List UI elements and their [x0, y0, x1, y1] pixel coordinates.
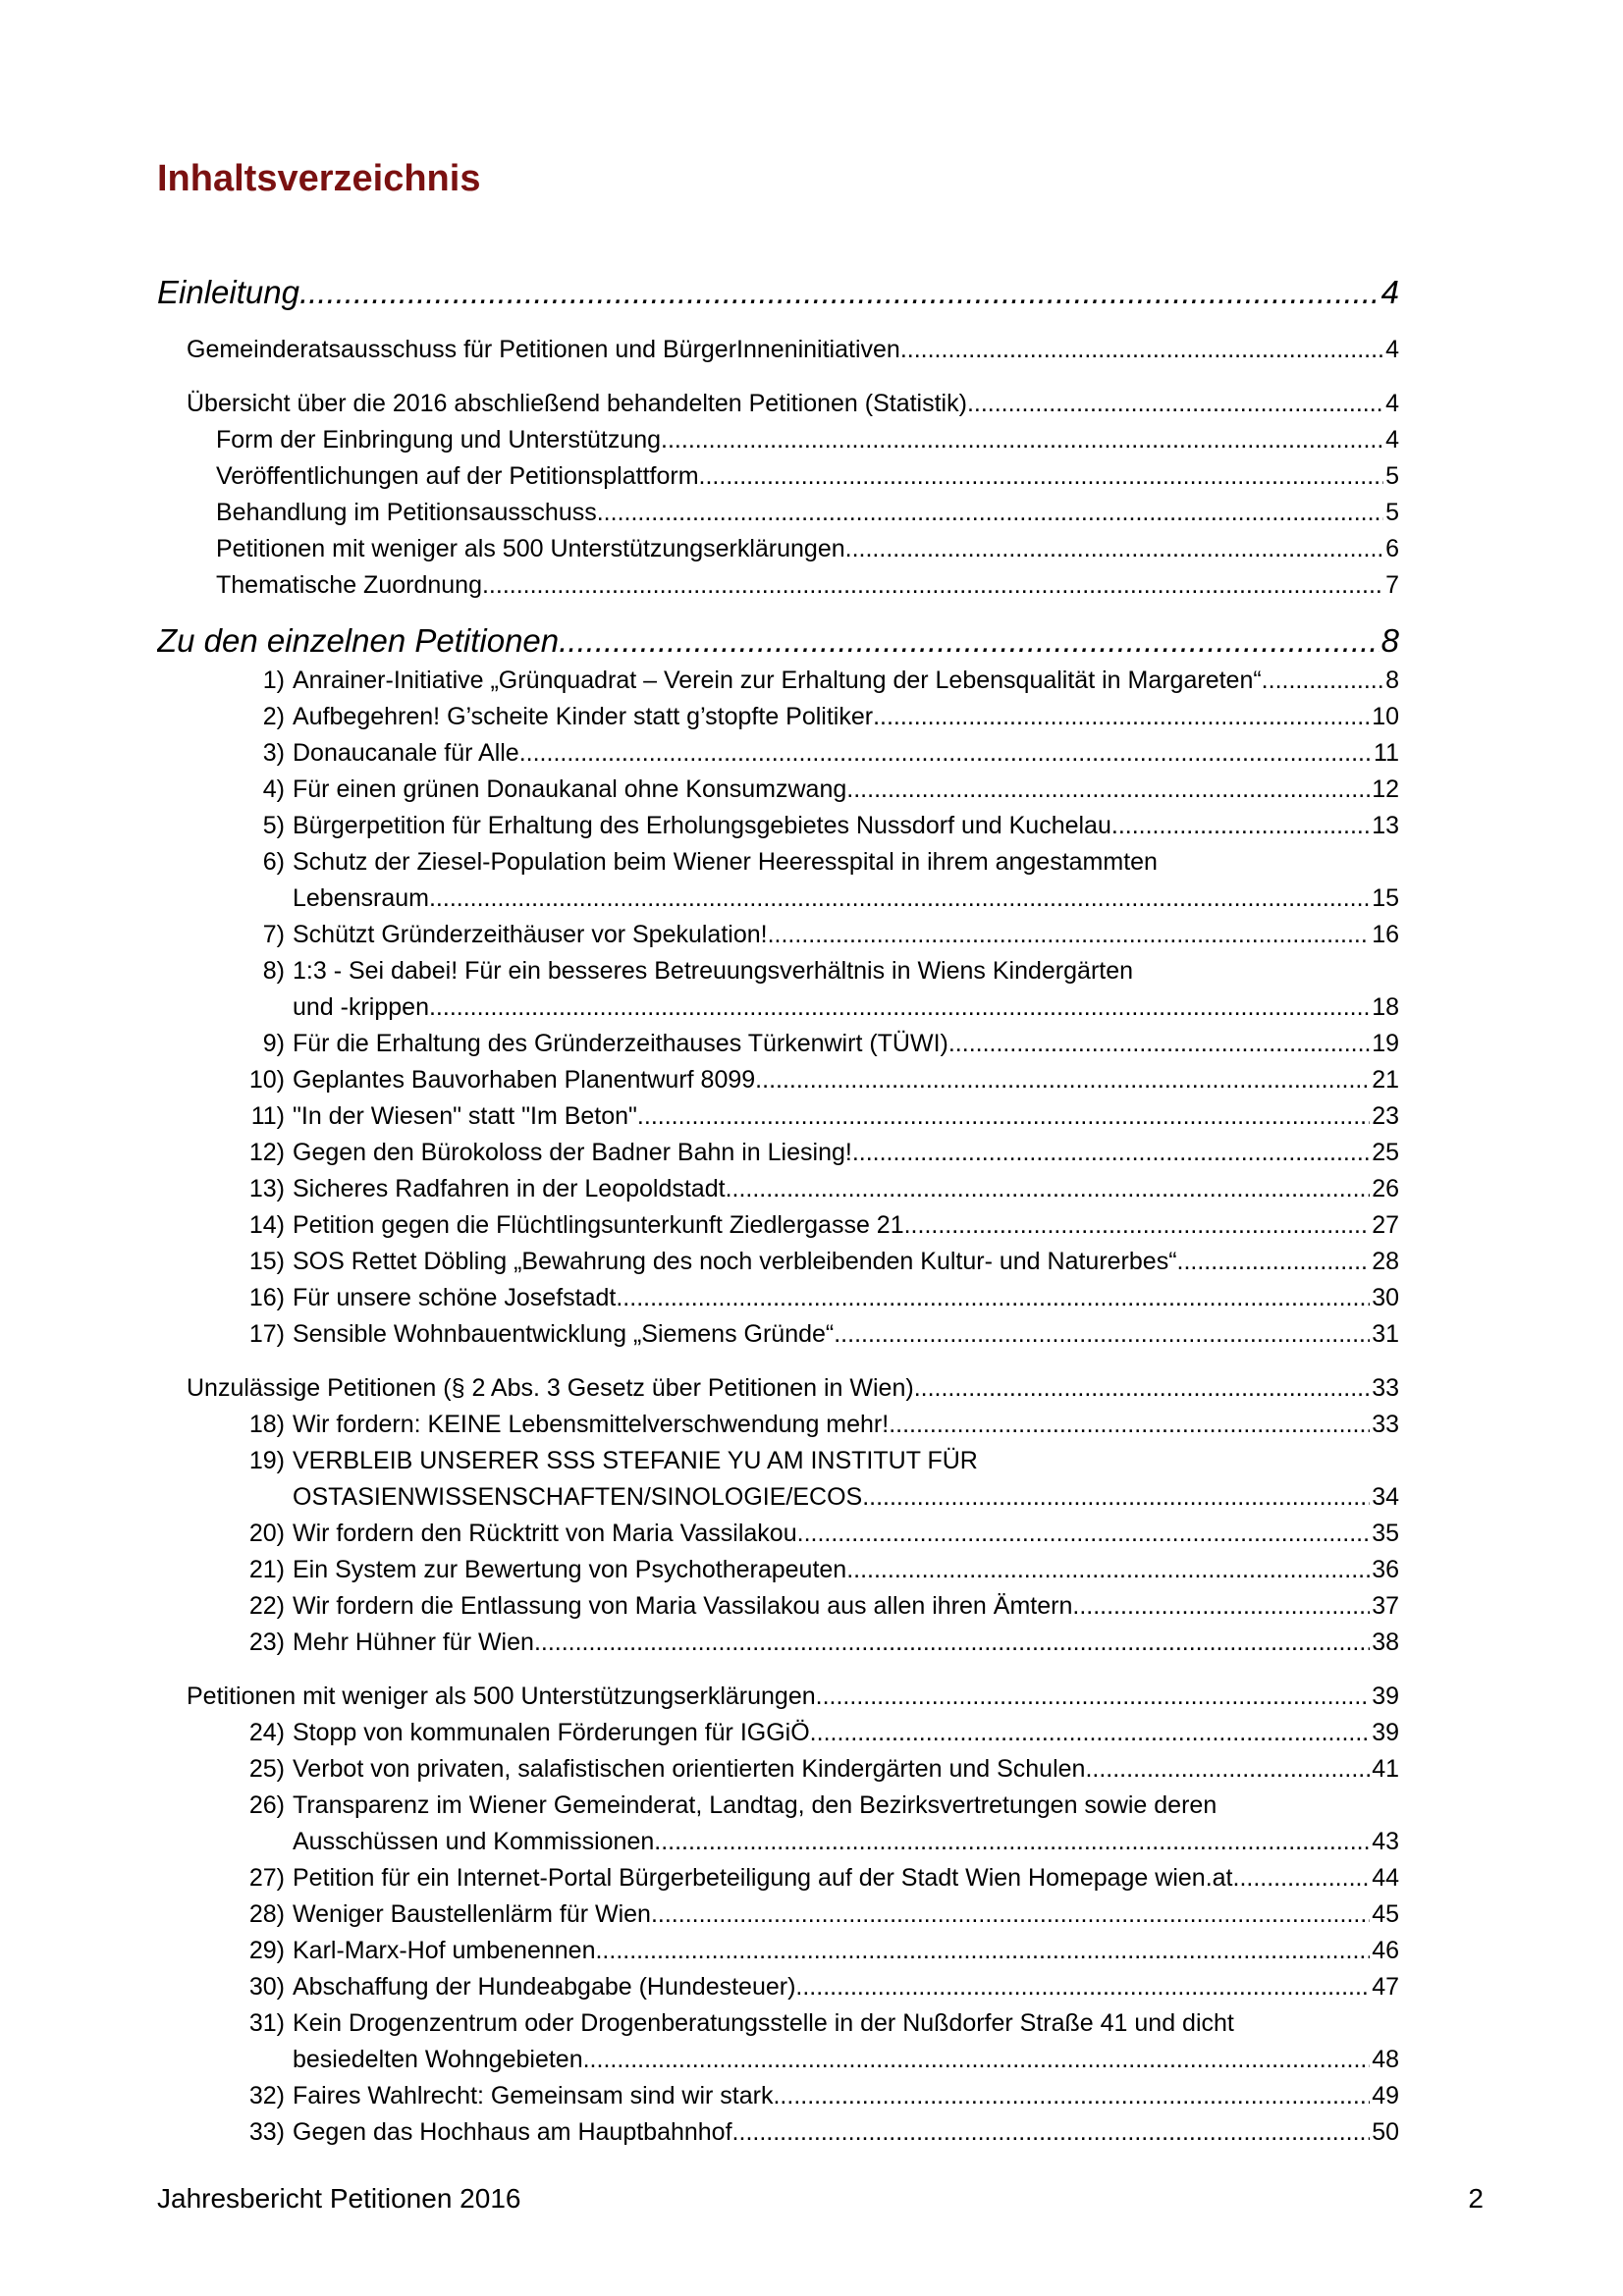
toc-subsection[interactable] [216, 567, 1399, 603]
toc-entry-text: besiedelten Wohngebieten [293, 2046, 583, 2073]
toc-item[interactable] [293, 808, 1399, 843]
toc-item-number: 23) [248, 1629, 285, 1656]
toc-item-number: 4) [262, 775, 285, 803]
toc-entry-text: Form der Einbringung und Unterstützung [216, 426, 662, 454]
toc-item[interactable] [293, 2078, 1399, 2113]
toc-item-number: 1) [262, 667, 285, 694]
toc-item-number: 25) [248, 1755, 285, 1783]
toc-entry-text: Wir fordern den Rücktritt von Maria Vassilakou [293, 1520, 797, 1547]
toc-page-number: 4 [1385, 336, 1399, 363]
toc-entry-text: Petitionen mit weniger als 500 Unterstützungserklärungen [187, 1682, 816, 1710]
toc-item[interactable] [293, 699, 1399, 734]
toc-entry-text: Stopp von kommunalen Förderungen für IGGiÖ [293, 1719, 810, 1746]
toc-entry-text: Anrainer-Initiative „Grünquadrat – Verein zur Erhaltung der Lebensqualität in Margareten“ [293, 667, 1262, 694]
toc-page-number: 34 [1372, 1483, 1399, 1511]
toc-dot-leader [299, 271, 1380, 314]
toc-dot-leader [651, 1896, 1370, 1932]
toc-page-number: 33 [1372, 1411, 1399, 1438]
toc-entry-text: Für einen grünen Donaukanal ohne Konsumzwang [293, 775, 847, 803]
toc-entry-text: Petition gegen die Flüchtlingsunterkunft Ziedlergasse 21 [293, 1211, 904, 1239]
toc-item[interactable] [293, 1969, 1399, 2004]
toc-entry-text: Wir fordern die Entlassung von Maria Vassilakou aus allen ihren Ämtern [293, 1592, 1073, 1620]
toc-section[interactable] [187, 332, 1399, 367]
toc-dot-leader [900, 332, 1383, 367]
toc-dot-leader [1233, 1860, 1371, 1896]
toc-page-number: 10 [1372, 703, 1399, 730]
toc-dot-leader [726, 1171, 1371, 1206]
toc-page-number: 43 [1372, 1828, 1399, 1855]
toc-entry-text: Veröffentlichungen auf der Petitionsplattform [216, 462, 699, 490]
toc-page-number: 37 [1372, 1592, 1399, 1620]
toc-item[interactable] [293, 1280, 1399, 1315]
toc-entry-text: Gemeinderatsausschuss für Petitionen und BürgerInneninitiativen [187, 336, 900, 363]
toc-page-number: 4 [1385, 390, 1399, 417]
toc-page-number: 38 [1372, 1629, 1399, 1656]
toc-page-number: 41 [1372, 1755, 1399, 1783]
toc-item-text-line1[interactable]: Schutz der Ziesel-Population beim Wiener Heeresspital in ihrem angestammten [293, 848, 1158, 876]
toc-dot-leader [889, 1407, 1370, 1442]
toc-dot-leader [1111, 808, 1370, 843]
toc-entry-text: Bürgerpetition für Erhaltung des Erholungsgebietes Nussdorf und Kuchelau [293, 812, 1111, 839]
toc-dot-leader [846, 772, 1370, 807]
toc-item[interactable] [293, 1316, 1399, 1352]
toc-dot-leader [755, 1062, 1370, 1097]
toc-dot-leader [904, 1207, 1371, 1243]
toc-dot-leader [583, 2042, 1371, 2077]
toc-subsection[interactable] [216, 531, 1399, 566]
toc-item[interactable] [293, 1062, 1399, 1097]
toc-page-number: 13 [1372, 812, 1399, 839]
toc-dot-leader [846, 1552, 1370, 1587]
toc-section[interactable] [187, 1370, 1399, 1406]
toc-item-continuation[interactable] [293, 1824, 1399, 1859]
toc-entry-text: Lebensraum [293, 884, 429, 912]
toc-page-number: 35 [1372, 1520, 1399, 1547]
toc-page-number: 36 [1372, 1556, 1399, 1583]
toc-item-text-line1[interactable]: 1:3 - Sei dabei! Für ein besseres Betreuungsverhältnis in Wiens Kindergärten [293, 957, 1134, 985]
toc-chapter[interactable] [157, 619, 1399, 663]
toc-dot-leader [768, 917, 1371, 952]
toc-item-number: 21) [248, 1556, 285, 1583]
toc-dot-leader [654, 1824, 1370, 1859]
toc-item[interactable] [293, 1171, 1399, 1206]
toc-item-number: 2) [262, 703, 285, 730]
toc-entry-text: Weniger Baustellenlärm für Wien [293, 1900, 651, 1928]
toc-dot-leader [845, 531, 1383, 566]
toc-entry-text: Mehr Hühner für Wien [293, 1629, 534, 1656]
toc-page-number: 30 [1372, 1284, 1399, 1311]
toc-dot-leader [595, 1933, 1370, 1968]
toc-dot-leader [559, 619, 1380, 663]
footer-page-number: 2 [1468, 2183, 1484, 2214]
toc-item-number: 15) [248, 1248, 285, 1275]
toc-entry-text: Abschaffung der Hundeabgabe (Hundesteuer) [293, 1973, 796, 2001]
toc-item-text-line1[interactable]: Transparenz im Wiener Gemeinderat, Landtag, den Bezirksvertretungen sowie deren [293, 1791, 1217, 1819]
toc-dot-leader [637, 1098, 1370, 1134]
toc-item-number: 3) [262, 739, 285, 767]
toc-page-number: 23 [1372, 1102, 1399, 1130]
toc-page-number: 8 [1385, 667, 1399, 694]
toc-entry-text: OSTASIENWISSENSCHAFTEN/SINOLOGIE/ECOS [293, 1483, 863, 1511]
toc-item[interactable] [293, 663, 1399, 698]
toc-item-text-line1[interactable]: VERBLEIB UNSERER SSS STEFANIE YU AM INSTITUT FÜR [293, 1447, 978, 1474]
toc-dot-leader [732, 2114, 1371, 2150]
toc-item[interactable] [293, 1135, 1399, 1170]
toc-page-number: 28 [1372, 1248, 1399, 1275]
toc-page-number: 21 [1372, 1066, 1399, 1094]
toc-entry-text: Faires Wahlrecht: Gemeinsam sind wir stark [293, 2082, 774, 2109]
toc-entry-text: Karl-Marx-Hof umbenennen [293, 1937, 596, 1964]
toc-item[interactable] [293, 1588, 1399, 1624]
toc-dot-leader [914, 1370, 1371, 1406]
toc-item-number: 5) [262, 812, 285, 839]
toc-item[interactable] [293, 1407, 1399, 1442]
toc-item-number: 9) [262, 1030, 285, 1057]
toc-page-number: 5 [1385, 462, 1399, 490]
toc-item-number: 19) [248, 1447, 285, 1474]
toc-entry-text: Donaucanale für Alle [293, 739, 519, 767]
toc-dot-leader [834, 1316, 1370, 1352]
toc-item-number: 16) [248, 1284, 285, 1311]
toc-item-number: 10) [248, 1066, 285, 1094]
toc-dot-leader [1177, 1244, 1371, 1279]
toc-dot-leader [873, 699, 1370, 734]
toc-dot-leader [534, 1625, 1370, 1660]
toc-item-number: 26) [248, 1791, 285, 1819]
toc-page-number: 25 [1372, 1139, 1399, 1166]
toc-page-number: 44 [1372, 1864, 1399, 1892]
toc-dot-leader [795, 1969, 1370, 2004]
toc-dot-leader [773, 2078, 1370, 2113]
toc-item-number: 13) [248, 1175, 285, 1202]
toc-item-number: 33) [248, 2118, 285, 2146]
toc-dot-leader [429, 989, 1370, 1025]
toc-page-number: 6 [1385, 535, 1399, 562]
toc-entry-text: SOS Rettet Döbling „Bewahrung des noch verbleibenden Kultur- und Naturerbes“ [293, 1248, 1177, 1275]
toc-item[interactable] [293, 1933, 1399, 1968]
toc-entry-text: Ausschüssen und Kommissionen [293, 1828, 655, 1855]
toc-entry-text: Unzulässige Petitionen (§ 2 Abs. 3 Gesetz über Petitionen in Wien) [187, 1374, 914, 1402]
toc-page-number: 4 [1380, 274, 1399, 310]
toc-entry-text: Aufbegehren! G’scheite Kinder statt g’stopfte Politiker [293, 703, 874, 730]
toc-dot-leader [810, 1715, 1371, 1750]
toc-entry-text: Gegen das Hochhaus am Hauptbahnhof [293, 2118, 732, 2146]
toc-dot-leader [699, 458, 1384, 494]
toc-page-number: 46 [1372, 1937, 1399, 1964]
toc-dot-leader [661, 422, 1383, 457]
toc-entry-text: Petitionen mit weniger als 500 Unterstützungserklärungen [216, 535, 845, 562]
toc-section[interactable] [187, 386, 1399, 421]
toc-dot-leader [1262, 663, 1383, 698]
toc-entry-text: Einleitung [157, 274, 299, 310]
toc-page-number: 26 [1372, 1175, 1399, 1202]
toc-item-number: 20) [248, 1520, 285, 1547]
toc-item-number: 27) [248, 1864, 285, 1892]
toc-dot-leader [816, 1679, 1371, 1714]
toc-entry-text: Für unsere schöne Josefstadt [293, 1284, 617, 1311]
toc-item-number: 22) [248, 1592, 285, 1620]
footer-title: Jahresbericht Petitionen 2016 [157, 2183, 521, 2214]
toc-subsection[interactable] [216, 458, 1399, 494]
toc-page-number: 18 [1372, 993, 1399, 1021]
toc-item[interactable] [293, 1860, 1399, 1896]
toc-item-continuation[interactable] [293, 881, 1399, 916]
toc-subsection[interactable] [216, 422, 1399, 457]
toc-dot-leader [616, 1280, 1370, 1315]
toc-page-number: 39 [1372, 1719, 1399, 1746]
toc-entry-text: "In der Wiesen" statt "Im Beton" [293, 1102, 637, 1130]
toc-entry-text: Ein System zur Bewertung von Psychotherapeuten [293, 1556, 847, 1583]
toc-entry-text: Gegen den Bürokoloss der Badner Bahn in Liesing! [293, 1139, 852, 1166]
toc-page-number: 11 [1374, 739, 1399, 767]
toc-item[interactable] [293, 1552, 1399, 1587]
toc-entry-text: Sicheres Radfahren in der Leopoldstadt [293, 1175, 726, 1202]
toc-item-number: 31) [248, 2009, 285, 2037]
toc-dot-leader [597, 495, 1383, 530]
toc-entry-text: Geplantes Bauvorhaben Planentwurf 8099 [293, 1066, 756, 1094]
toc-page-number: 7 [1385, 571, 1399, 599]
toc-item-number: 11) [250, 1102, 285, 1130]
toc-page-number: 4 [1385, 426, 1399, 454]
toc-page-number: 15 [1372, 884, 1399, 912]
toc-item[interactable] [293, 1026, 1399, 1061]
toc-item-number: 24) [248, 1719, 285, 1746]
toc-page-number: 45 [1372, 1900, 1399, 1928]
toc-chapter[interactable] [157, 271, 1399, 314]
toc-dot-leader [1085, 1751, 1370, 1787]
toc-entry-text: Wir fordern: KEINE Lebensmittelverschwendung mehr! [293, 1411, 890, 1438]
toc-dot-leader [429, 881, 1370, 916]
toc-page-number: 31 [1372, 1320, 1399, 1348]
toc-page-number: 8 [1380, 622, 1399, 659]
toc-entry-text: Verbot von privaten, salafistischen orientierten Kindergärten und Schulen [293, 1755, 1086, 1783]
toc-dot-leader [797, 1516, 1371, 1551]
toc-item[interactable] [293, 1516, 1399, 1551]
toc-item[interactable] [293, 1625, 1399, 1660]
toc-subsection[interactable] [216, 495, 1399, 530]
toc-page-number: 33 [1372, 1374, 1399, 1402]
toc-entry-text: und -krippen [293, 993, 429, 1021]
toc-entry-text: Zu den einzelnen Petitionen [157, 622, 560, 659]
toc-item-number: 7) [262, 921, 285, 948]
toc-item-number: 6) [262, 848, 285, 876]
toc-dot-leader [1072, 1588, 1370, 1624]
toc-page-number: 50 [1372, 2118, 1399, 2146]
toc-item-continuation[interactable] [293, 1479, 1399, 1515]
toc-entry-text: Behandlung im Petitionsausschuss [216, 499, 597, 526]
toc-item-number: 18) [248, 1411, 285, 1438]
toc-entry-text: Thematische Zuordnung [216, 571, 482, 599]
toc-item-continuation[interactable] [293, 989, 1399, 1025]
toc-item-number: 29) [248, 1937, 285, 1964]
toc-section[interactable] [187, 1679, 1399, 1714]
toc-item[interactable] [293, 1207, 1399, 1243]
toc-item-number: 30) [248, 1973, 285, 2001]
toc-dot-leader [482, 567, 1383, 603]
toc-item-number: 17) [248, 1320, 285, 1348]
toc-item-number: 8) [262, 957, 285, 985]
toc-item-number: 12) [248, 1139, 285, 1166]
toc-item[interactable] [293, 1896, 1399, 1932]
toc-dot-leader [967, 386, 1383, 421]
toc-page-number: 47 [1372, 1973, 1399, 2001]
toc-item[interactable] [293, 2114, 1399, 2150]
toc-page-number: 39 [1372, 1682, 1399, 1710]
toc-item[interactable] [293, 772, 1399, 807]
toc-item[interactable] [293, 1751, 1399, 1787]
toc-page-number: 49 [1372, 2082, 1399, 2109]
toc-page-number: 12 [1372, 775, 1399, 803]
toc-dot-leader [519, 735, 1372, 771]
toc-item-continuation[interactable] [293, 2042, 1399, 2077]
toc-item-number: 14) [248, 1211, 285, 1239]
toc-dot-leader [948, 1026, 1370, 1061]
toc-entry-text: Für die Erhaltung des Gründerzeithauses Türkenwirt (TÜWI) [293, 1030, 948, 1057]
toc-item-number: 32) [248, 2082, 285, 2109]
toc-item[interactable] [293, 1244, 1399, 1279]
toc-page-number: 19 [1372, 1030, 1399, 1057]
toc-item-number: 28) [248, 1900, 285, 1928]
toc-item-text-line1[interactable]: Kein Drogenzentrum oder Drogenberatungsstelle in der Nußdorfer Straße 41 und dicht [293, 2009, 1234, 2037]
toc-dot-leader [852, 1135, 1370, 1170]
toc-item[interactable] [293, 735, 1399, 771]
toc-entry-text: Übersicht über die 2016 abschließend behandelten Petitionen (Statistik) [187, 390, 967, 417]
toc-page-number: 5 [1385, 499, 1399, 526]
toc-entry-text: Sensible Wohnbauentwicklung „Siemens Gründe“ [293, 1320, 835, 1348]
toc-entry-text: Schützt Gründerzeithäuser vor Spekulation! [293, 921, 768, 948]
toc-item[interactable] [293, 917, 1399, 952]
toc-page-number: 27 [1372, 1211, 1399, 1239]
toc-item[interactable] [293, 1715, 1399, 1750]
toc-page-number: 48 [1372, 2046, 1399, 2073]
toc-page-number: 16 [1372, 921, 1399, 948]
toc-item[interactable] [293, 1098, 1399, 1134]
toc-dot-leader [862, 1479, 1370, 1515]
toc-entry-text: Petition für ein Internet-Portal Bürgerbeteiligung auf der Stadt Wien Homepage wien.at [293, 1864, 1233, 1892]
page-title: Inhaltsverzeichnis [157, 158, 481, 199]
